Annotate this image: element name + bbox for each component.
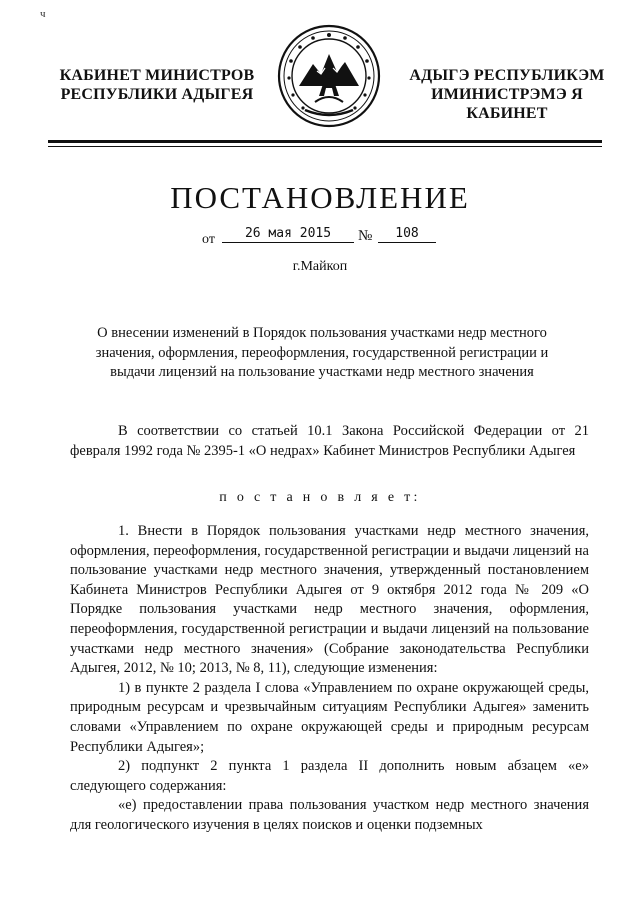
header-right-line1: АДЫГЭ РЕСПУБЛИКЭМ bbox=[409, 67, 605, 84]
document-number: 108 bbox=[378, 226, 436, 243]
intro-paragraph: В соответствии со статьей 10.1 Закона Российской Федерации от 21 февраля 1992 года № 2395-1 «О недрах» Кабинет Министров Республики Адыгея bbox=[70, 423, 589, 459]
coat-of-arms-icon bbox=[277, 24, 381, 128]
item-1-2-e: «е) предоставлении права пользования участком недр местного значения для геологического изучения в целях поисков и оценки подземных bbox=[70, 797, 589, 833]
subject-line-3: выдачи лицензий на пользование участками недр местного значения bbox=[110, 364, 534, 380]
item-1: 1. Внести в Порядок пользования участками недр местного значения, оформления, переоформления, государственной регистрации и выдачи лицензий на пользование участками недр местного значения, утвержденный постановлением Кабинета Министров Республики Адыгея от 9 октября 2012 года № 209 «О Порядке пользования участками недр местного значения, оформления, переоформления, государственной регистрации и выдачи лицензий на пользование участками недр местного значения» (Собрание законодательства Республики Адыгея, 2012, № 10; 2013, № 8, 11), следующие изменения: bbox=[70, 523, 589, 677]
date-prefix: от bbox=[202, 232, 215, 247]
number-sign: № bbox=[358, 228, 373, 244]
document-date: 26 мая 2015 bbox=[222, 226, 354, 243]
decree-word: п о с т а н о в л я е т: bbox=[219, 490, 421, 505]
subject-line-2: значения, оформления, переоформления, государственной регистрации и bbox=[95, 344, 549, 361]
header-right-line2: ИМИНИСТРЭМЭ Я КАБИНЕТ bbox=[431, 86, 583, 122]
document-title: ПОСТАНОВЛЕНИЕ bbox=[170, 180, 470, 215]
header-left-line1: КАБИНЕТ МИНИСТРОВ bbox=[59, 67, 255, 84]
document-subject bbox=[62, 324, 582, 383]
subject-line-1: О внесении изменений в Порядок пользования участками недр местного bbox=[97, 325, 547, 341]
header-rule-thick bbox=[48, 140, 602, 143]
header-left-line2: РЕСПУБЛИКИ АДЫГЕЯ bbox=[60, 86, 254, 103]
header-left bbox=[54, 66, 260, 104]
header-rule-thin bbox=[48, 146, 602, 147]
document-city: г.Майкоп bbox=[292, 259, 348, 274]
item-1-1: 1) в пункте 2 раздела I слова «Управлением по охране окружающей среды, природным ресурсам и чрезвычайным ситуациям Республики Адыгея» заменить словами «Управлением по охране окружающей среды и природным ресурсам Республики Адыгея»; bbox=[70, 679, 589, 755]
header-right bbox=[393, 66, 621, 123]
page-mark: ч bbox=[40, 8, 46, 20]
decree-items bbox=[70, 522, 589, 836]
item-1-2: 2) подпункт 2 пункта 1 раздела II дополнить новым абзацем «е» следующего содержания: bbox=[70, 758, 589, 794]
